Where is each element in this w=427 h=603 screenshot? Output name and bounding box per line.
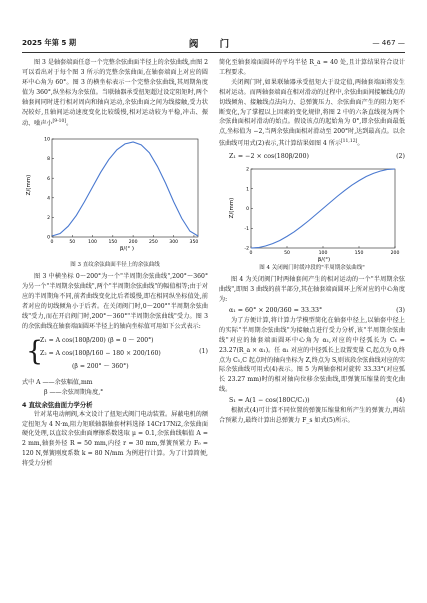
figure-3-y-tick-label: 0 [47, 235, 50, 241]
equation-1-line-3: (β = 200° ～ 360°) [72, 362, 129, 370]
figure-3-x-tick-label: 350 [189, 240, 199, 246]
equation-1-line-2: Z₂ = A cos(180β/160 − 180 × 200/160) [40, 349, 161, 357]
left-column [22, 58, 208, 469]
figure-4-chart [219, 164, 405, 264]
figure-4-y-tick-label: -2 [244, 246, 249, 252]
figure-3-xlabel: β/(° ) [119, 246, 135, 253]
left-paragraph-1 [22, 58, 208, 129]
equation-4 [219, 395, 405, 406]
equation-brace: { [26, 335, 44, 367]
figure-4-ylabel: Z/(mm) [229, 197, 235, 219]
section-4-heading: 4 直纹余弦曲面力学分析 [22, 400, 93, 409]
equation-4-body: S₁ = A(1 − cos(180C/C₁)) [229, 397, 310, 405]
right-paragraph-3: 图 4 为关闭阀门时两轴套间产生的相对运动的一个"半周期余弦曲线",即图 3 曲线的前半部分,其在轴套端面圆环上所对应的中心角度为: [219, 276, 405, 303]
right-paragraph-5: 根据式(4)可计算不同位置的弹簧压缩量和所产生的弹簧力,再结合预紧力,最终计算出总弹簧力 F_s 如式(5)所示。 [219, 407, 405, 425]
figure-4-series-line [251, 169, 395, 248]
figure-4-y-tick-label: 0 [246, 207, 249, 213]
figure-3-x-tick-label: 200 [128, 240, 138, 246]
citation: [9-10] [52, 119, 67, 125]
equation-3-number: (3) [396, 306, 405, 314]
figure-3-y-tick-label: 10 [44, 137, 50, 143]
right-paragraph-2-text: 关闭阀门时,如果联轴器承受扭矩大于设定值,两轴套端面将发生相对运动。而两轴套端面在相对滑动的过程中,余弦曲面间接触线点的切线倾角、接触线点法向力、总弹簧压力、余弦曲面产生的阻力矩不断变化,为了掌握以上因素的变化规律,将图 2 中的六条直线视为两个余弦曲面相对滑动的始点。假设该点的起始角为 0°,即余弦曲面最低点,坐标值为 −2,当两余弦曲面相对滑动至 200°时,达到最高点。以余弦曲线可用式(2)表示,其计算结果如图 4 所示 [219, 78, 405, 148]
equation-1-number: (1) [199, 347, 208, 355]
figure-3-plot-frame [52, 139, 198, 237]
issue-label: 2025 年第 5 期 [22, 38, 77, 47]
left-paragraph-3: 针对某电动闸阀,本文设计了扭矩式阀门电动装置。屏蔽电机的额定扭矩为 4 N·m,阻力矩联轴器轴套材料选择 14Cr17Ni2,余弦曲面硬化处理,以直纹余弦曲面摩擦系数选取 μ = 0.1,余弦曲线幅值 A = 2 mm,轴套外径 R = 50 mm,内径 r = 30 mm,弹簧预紧力 F₀ = 120 N,弹簧刚度系数 k = 80 N/mm 为例进行计算。为了计算简便,将受力分析 [22, 410, 208, 468]
running-header [22, 38, 405, 50]
right-column [219, 58, 405, 426]
where-line-1: 式中 A ——余弦幅值,mm [22, 378, 93, 386]
figure-4-x-tick-label: 50 [284, 251, 290, 257]
figure-3-y-tick-label: 4 [47, 196, 50, 202]
figure-3-x-tick-label: 100 [88, 240, 97, 246]
figure-3-x-tick-label: 250 [148, 240, 158, 246]
figure-3-y-tick-label: 6 [47, 177, 50, 183]
equation-4-number: (4) [396, 397, 405, 405]
figure-4-y-tick-label: 2 [246, 167, 249, 173]
figure-3-caption: 图 3 直纹余弦曲面半径上的余弦曲线 [70, 262, 160, 269]
right-paragraph-4: 为了方便计算,将计算力学模型简化在轴套中径上,以轴套中径上的实际"半周期余弦曲线"为接触点进行受力分析,该"半周期余弦曲线"对应的轴套端面圆环中心角为 α₁,对应的中径弧长为 C₁ = 23.27(R_a × α₁)。任 α₁ 对应的中径弧长上设置变量 C,起点为 0,终点为 C₁,C 起点时的轴向坐标为 Z,终点为 S,则该段余弦曲线对应的实际余弦曲线可用式(4)表示。图 5 为两轴套相对旋转 33.33°(对应弧长 23.27 mm)时的相对轴向位移余弦曲线,即弹簧压缩量的变化曲线。 [219, 316, 405, 394]
period: 。 [357, 140, 364, 148]
equation-3 [219, 305, 405, 316]
right-paragraph-1: 简化至轴套端面圆环的平均半径 R_a = 40 处,且计算结果符合设计工程要求。 [219, 59, 405, 76]
period: 。 [66, 120, 73, 128]
equation-2-number: (2) [396, 153, 405, 161]
figure-4-y-tick-label: 1 [246, 187, 249, 193]
where-line-2: β ——余弦周期角度,° [44, 388, 104, 396]
citation: [11,12] [340, 139, 358, 145]
figure-3 [22, 133, 208, 261]
equation-2 [219, 151, 405, 162]
figure-4-x-tick-label: 150 [354, 251, 364, 257]
figure-3-y-tick-label: 2 [47, 216, 50, 222]
figure-3-y-tick-label: 8 [47, 157, 50, 163]
figure-3-chart [22, 133, 208, 253]
figure-3-x-tick-label: 50 [69, 240, 76, 246]
figure-3-x-tick-label: 0 [50, 240, 54, 246]
left-paragraph-2: 图 3 中横坐标 0～200°为一个"半周期余弦曲线",200°～360°为另一个"半周期余弦曲线",两个"半周期余弦曲线"的幅值相等;由于对应的半周期角不同,前者曲线变化比后者缓慢,即在相同纵坐标值处,前者对应的切线倾角小于后者。在关闭阀门时,0～200°"半周期余弦曲线"受力,而在开启阀门时,200°～360°"半周期余弦曲线"受力。图 3 的余弦曲线在轴套端面圆环半径上的轴向坐标值可用如下公式表示: [22, 273, 208, 330]
equation-2-body: Z₁ = −2 × cos(180β/200) [229, 153, 310, 161]
figure-3-series-line [52, 142, 198, 236]
journal-title: 阀 门 [188, 39, 239, 50]
header-rule [22, 52, 405, 53]
figure-4-x-tick-label: 100 [318, 251, 328, 257]
figure-4-y-tick-label: -1 [244, 227, 249, 233]
figure-3-ylabel: Z/(mm) [26, 175, 32, 196]
figure-4-x-tick-label: 0 [249, 251, 253, 257]
figure-4-caption: 图 4 关闭阀门时缓冲段的"半周期余弦曲线" [259, 265, 365, 272]
equation-1-line-1: Z₁ = A cos(180β/200) (β = 0 ～ 200°) [40, 336, 154, 344]
figure-4-xlabel: β/(°) [317, 257, 331, 264]
equation-1 [22, 334, 208, 378]
figure-4-x-tick-label: 200 [390, 251, 400, 257]
page-number: — 467 — [372, 38, 405, 47]
figure-4 [219, 164, 405, 264]
figure-3-x-tick-label: 300 [169, 240, 179, 246]
right-paragraph-2 [219, 78, 405, 149]
figure-3-x-tick-label: 150 [108, 240, 118, 246]
left-paragraph-1-text: 图 3 是轴套端面任意一个完整余弦曲面半径上的余弦曲线,由图 2 可以看出对于每个图 3 所示的完整余弦曲面,在轴套端面上对应的圆环中心角为 60°。图 3 的横坐标表示一个完整余弦曲线,其周期角度值为 360°,纵坐标为余弦值。当联轴器承受扭矩超过设定阻矩时,两个轴套间同时进行相对周向和轴向运动,余弦曲面之间为线接触,受力状况较好,且轴间运动速度变化比较缓慢,相对运动较为平稳,冲击、振动、噪声小 [22, 59, 208, 128]
equation-3-body: α₁ = 60° × 200/360 = 33.33° [229, 306, 323, 314]
